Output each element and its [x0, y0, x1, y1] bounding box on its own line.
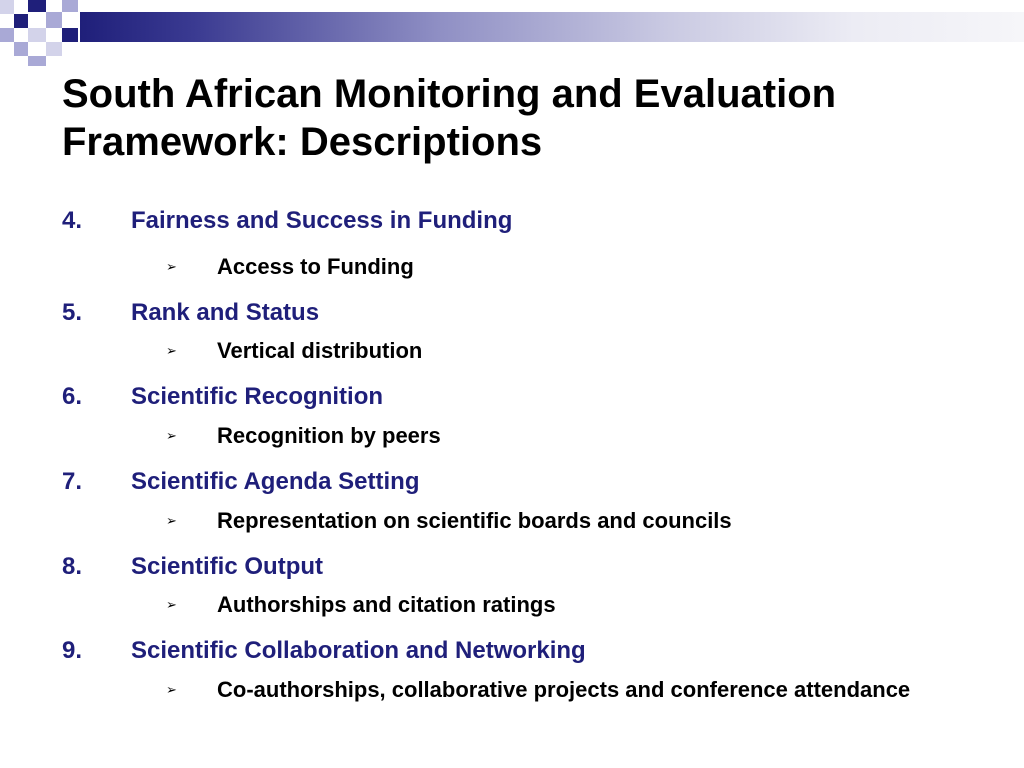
list-item-number: 7. — [62, 468, 83, 495]
decor-square — [0, 28, 14, 42]
slide-title — [62, 70, 982, 166]
sub-bullet — [166, 421, 926, 451]
sub-bullet — [166, 506, 926, 536]
decor-square — [14, 42, 28, 56]
slide-title-line-2: Framework: Descriptions — [62, 120, 543, 164]
sub-bullet — [166, 252, 926, 282]
sub-bullet-text: Co-authorships, collaborative projects and conference attendance — [217, 677, 911, 702]
list-item-label: Scientific Collaboration and Networking — [131, 637, 586, 664]
list-item-number: 8. — [62, 553, 83, 580]
sub-bullet-text: Authorships and citation ratings — [217, 592, 556, 617]
sub-bullet-text: Representation on scientific boards and councils — [217, 508, 732, 533]
decor-square — [62, 28, 78, 42]
sub-bullet — [166, 336, 926, 366]
decor-square — [62, 0, 78, 12]
arrow-bullet-icon: ➢ — [166, 428, 177, 443]
decor-square — [0, 0, 14, 14]
decor-square — [46, 12, 62, 28]
list-item-number: 5. — [62, 299, 83, 326]
list-item — [62, 206, 512, 236]
list-item-number: 4. — [62, 207, 83, 234]
sub-bullet — [166, 675, 926, 705]
list-item-label: Scientific Output — [131, 553, 323, 580]
sub-bullet-text: Recognition by peers — [217, 423, 441, 448]
decor-square — [46, 42, 62, 56]
list-item — [62, 552, 323, 582]
list-item-number: 6. — [62, 383, 83, 410]
list-item — [62, 636, 586, 666]
sub-bullet-text: Vertical distribution — [217, 338, 423, 363]
list-item-label: Scientific Agenda Setting — [131, 468, 420, 495]
decor-square — [28, 0, 46, 12]
list-item — [62, 382, 383, 412]
list-item — [62, 467, 419, 497]
list-item — [62, 298, 319, 328]
list-item-label: Fairness and Success in Funding — [131, 207, 513, 234]
sub-bullet-text: Access to Funding — [217, 254, 414, 279]
header-gradient-band — [80, 12, 1024, 42]
decor-square — [28, 28, 46, 42]
sub-bullet — [166, 590, 926, 620]
slide-title-line-1: South African Monitoring and Evaluation — [62, 72, 837, 116]
list-item-label: Rank and Status — [131, 299, 320, 326]
list-item-number: 9. — [62, 637, 83, 664]
arrow-bullet-icon: ➢ — [166, 259, 177, 274]
list-item-label: Scientific Recognition — [131, 383, 384, 410]
arrow-bullet-icon: ➢ — [166, 682, 177, 697]
arrow-bullet-icon: ➢ — [166, 343, 177, 358]
arrow-bullet-icon: ➢ — [166, 513, 177, 528]
decor-square — [14, 14, 28, 28]
arrow-bullet-icon: ➢ — [166, 597, 177, 612]
decor-square — [28, 56, 46, 66]
